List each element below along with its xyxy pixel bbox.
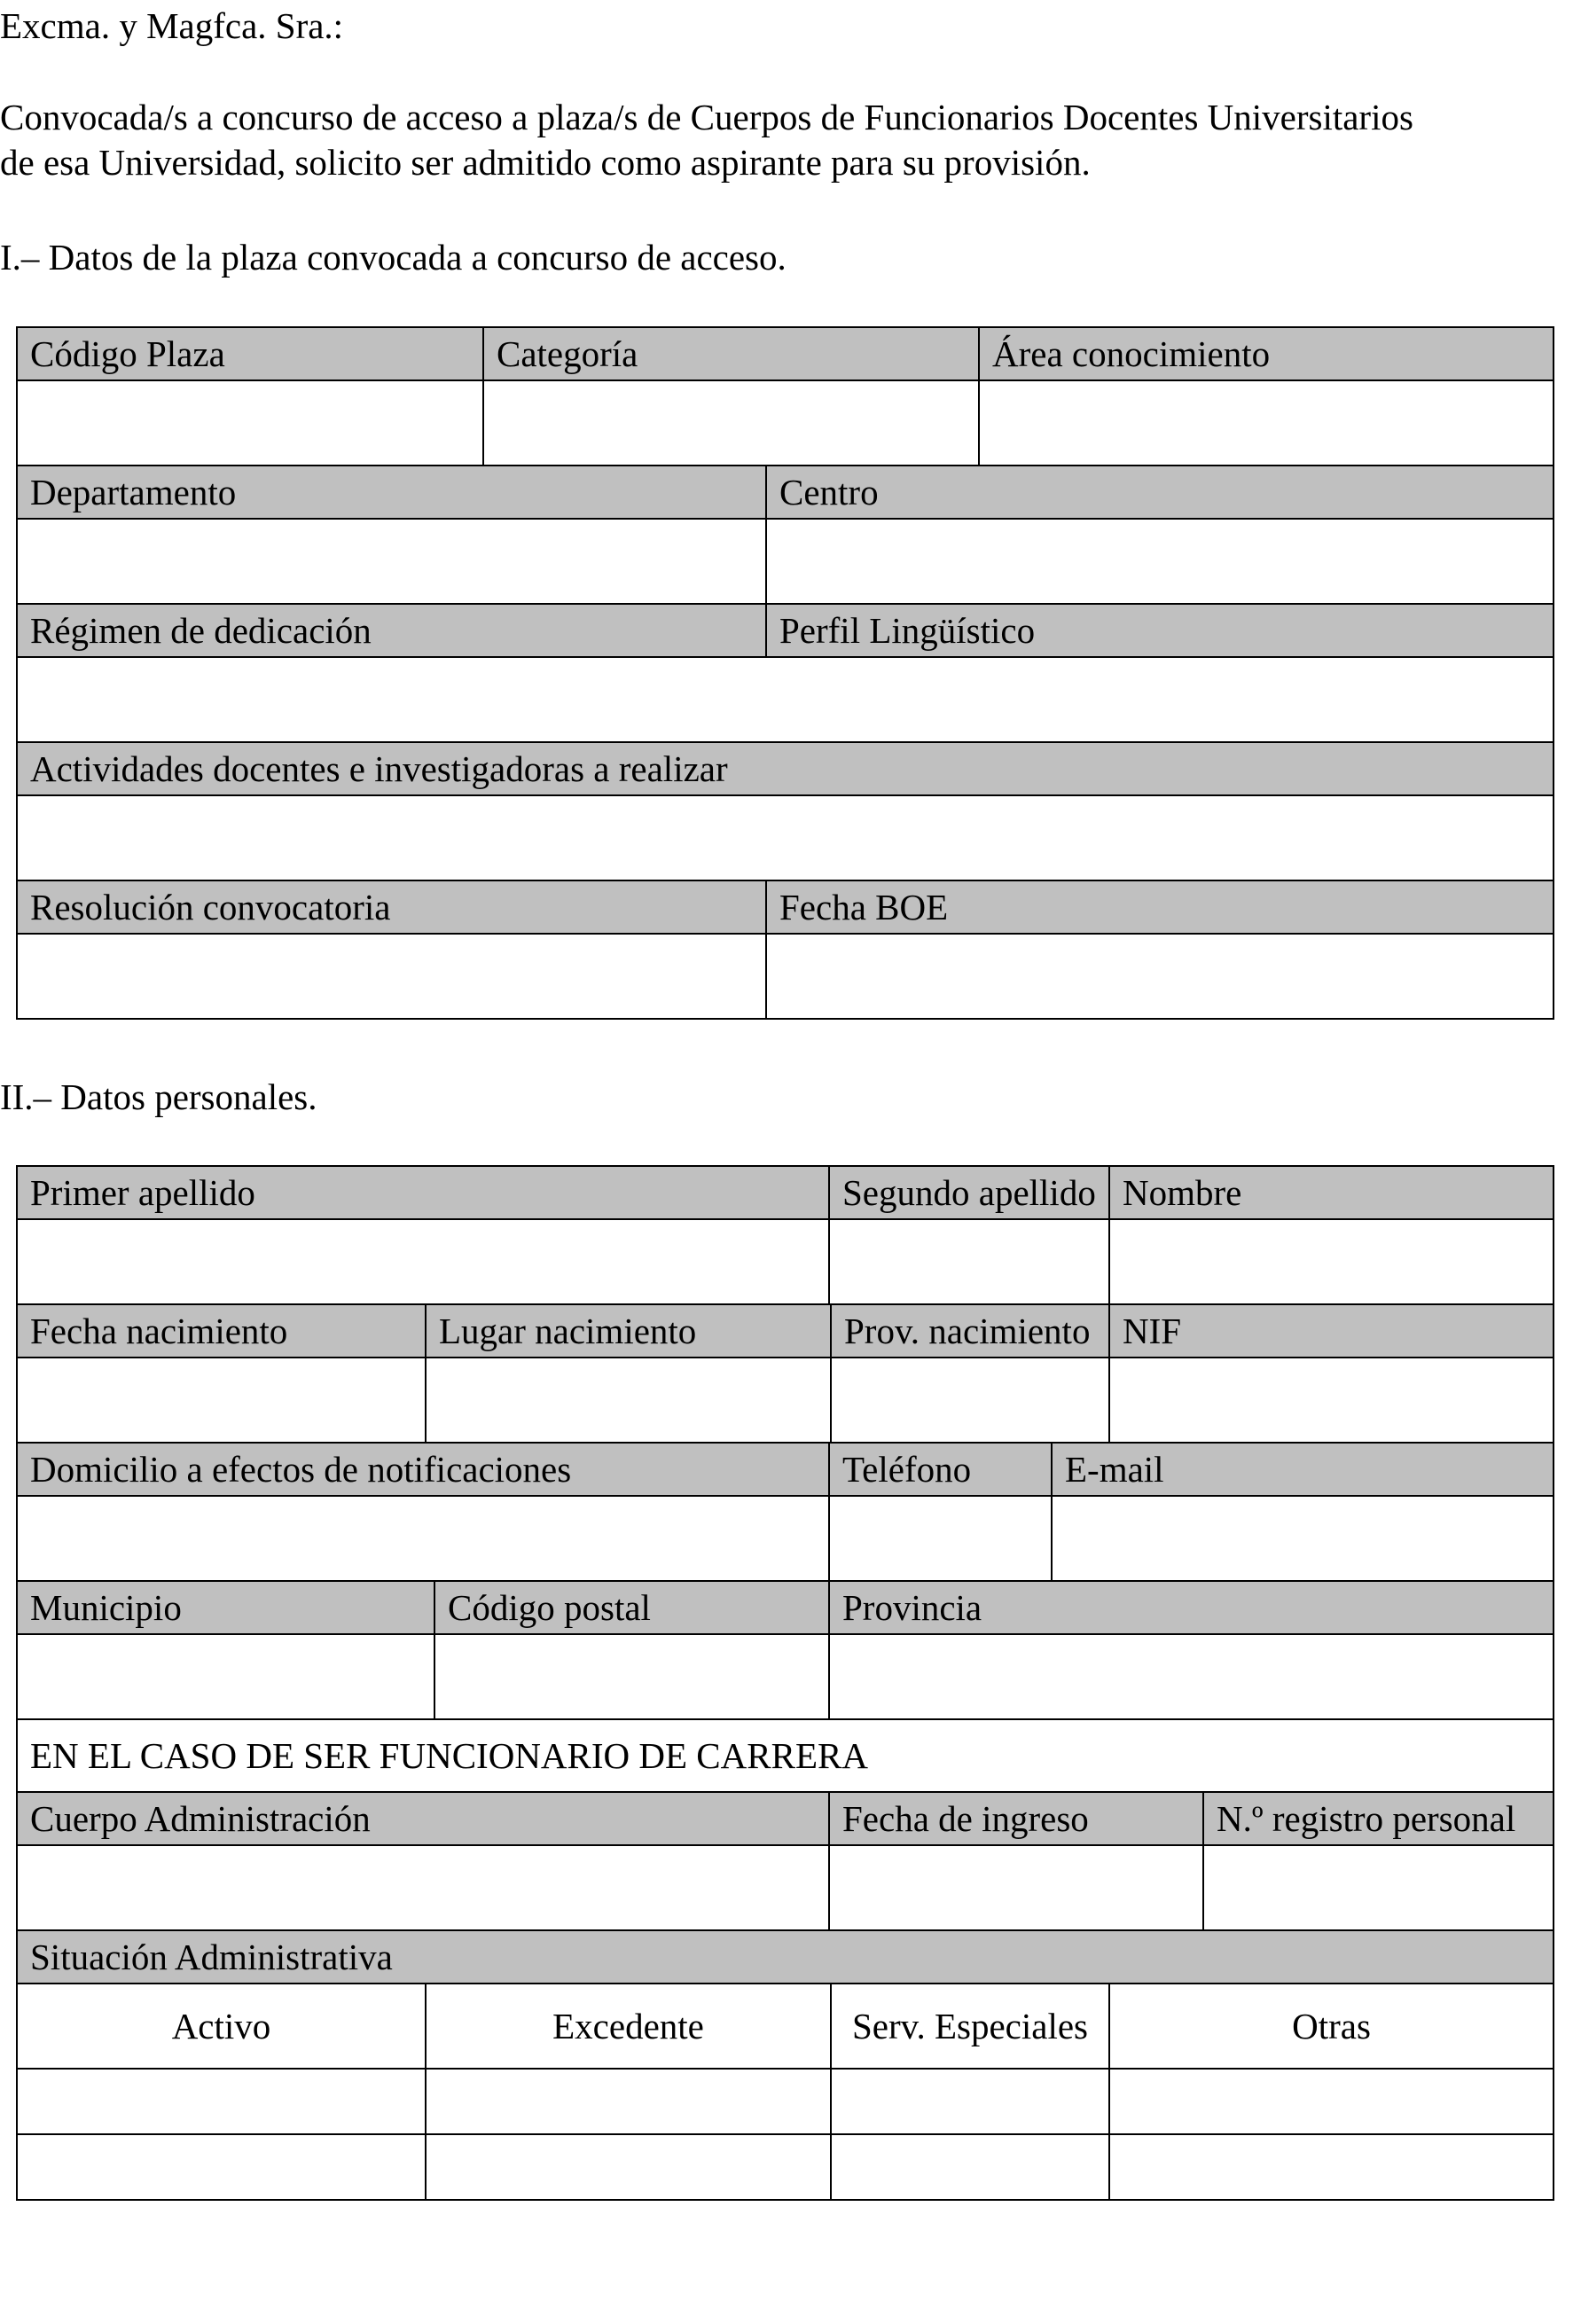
codigo-postal-label: Código postal (434, 1581, 829, 1634)
salutation: Excma. y Magfca. Sra.: (0, 5, 344, 46)
activo-field-2[interactable] (17, 2134, 426, 2200)
area-conocimiento-field[interactable] (979, 380, 1554, 466)
categoria-label: Categoría (483, 327, 979, 380)
excedente-field-2[interactable] (426, 2134, 831, 2200)
email-label: E-mail (1052, 1443, 1554, 1496)
fecha-boe-label: Fecha BOE (766, 880, 1554, 934)
lugar-nacimiento-label: Lugar nacimiento (426, 1304, 831, 1358)
resolucion-convocatoria-field[interactable] (17, 934, 766, 1019)
fecha-nacimiento-field[interactable] (17, 1358, 426, 1443)
intro-line-1: Convocada/s a concurso de acceso a plaza/s de Cuerpos de Funcionarios Docentes Universitarios (0, 97, 1413, 137)
telefono-field[interactable] (829, 1496, 1052, 1581)
fecha-ingreso-field[interactable] (829, 1845, 1203, 1930)
nombre-label: Nombre (1109, 1166, 1554, 1219)
provincia-label: Provincia (829, 1581, 1554, 1634)
resolucion-convocatoria-label: Resolución convocatoria (17, 880, 766, 934)
intro-line-2: de esa Universidad, solicito ser admitido como aspirante para su provisión. (0, 142, 1091, 183)
prov-nacimiento-field[interactable] (831, 1358, 1109, 1443)
segundo-apellido-field[interactable] (829, 1219, 1109, 1304)
section-2-heading: II.– Datos personales. (0, 1076, 317, 1117)
activo-field[interactable] (17, 2069, 426, 2134)
nif-field[interactable] (1109, 1358, 1554, 1443)
fecha-ingreso-label: Fecha de ingreso (829, 1792, 1203, 1845)
cuerpo-administracion-label: Cuerpo Administración (17, 1792, 829, 1845)
codigo-plaza-label: Código Plaza (17, 327, 483, 380)
prov-nacimiento-label: Prov. nacimiento (831, 1304, 1109, 1358)
otras-field[interactable] (1109, 2069, 1554, 2134)
categoria-field[interactable] (483, 380, 979, 466)
registro-personal-field[interactable] (1203, 1845, 1554, 1930)
departamento-field[interactable] (17, 519, 766, 604)
primer-apellido-label: Primer apellido (17, 1166, 829, 1219)
lugar-nacimiento-field[interactable] (426, 1358, 831, 1443)
email-field[interactable] (1052, 1496, 1554, 1581)
segundo-apellido-label: Segundo apellido (829, 1166, 1109, 1219)
codigo-postal-field[interactable] (434, 1634, 829, 1719)
telefono-label: Teléfono (829, 1443, 1052, 1496)
plaza-table (16, 326, 1554, 1020)
perfil-linguistico-label: Perfil Lingüístico (766, 604, 1554, 657)
activo-label: Activo (17, 1984, 426, 2069)
registro-personal-label: N.º registro personal (1203, 1792, 1554, 1845)
domicilio-field[interactable] (17, 1496, 829, 1581)
fecha-nacimiento-label: Fecha nacimiento (17, 1304, 426, 1358)
otras-label: Otras (1109, 1984, 1554, 2069)
cuerpo-administracion-field[interactable] (17, 1845, 829, 1930)
fecha-boe-field[interactable] (766, 934, 1554, 1019)
nif-label: NIF (1109, 1304, 1554, 1358)
area-conocimiento-label: Área conocimiento (979, 327, 1554, 380)
section-1-heading: I.– Datos de la plaza convocada a concurso de acceso. (0, 237, 787, 278)
funcionario-carrera-title: EN EL CASO DE SER FUNCIONARIO DE CARRERA (17, 1719, 1554, 1792)
serv-especiales-label: Serv. Especiales (831, 1984, 1109, 2069)
municipio-label: Municipio (17, 1581, 434, 1634)
actividades-label: Actividades docentes e investigadoras a realizar (17, 742, 1554, 795)
nombre-field[interactable] (1109, 1219, 1554, 1304)
actividades-field[interactable] (17, 795, 1554, 880)
primer-apellido-field[interactable] (17, 1219, 829, 1304)
serv-especiales-field-2[interactable] (831, 2134, 1109, 2200)
personal-data-table (16, 1165, 1554, 2201)
municipio-field[interactable] (17, 1634, 434, 1719)
codigo-plaza-field[interactable] (17, 380, 483, 466)
regimen-perfil-field[interactable] (17, 657, 1554, 742)
serv-especiales-field[interactable] (831, 2069, 1109, 2134)
excedente-label: Excedente (426, 1984, 831, 2069)
situacion-administrativa-label: Situación Administrativa (17, 1930, 1554, 1984)
regimen-dedicacion-label: Régimen de dedicación (17, 604, 766, 657)
excedente-field[interactable] (426, 2069, 831, 2134)
provincia-field[interactable] (829, 1634, 1554, 1719)
centro-field[interactable] (766, 519, 1554, 604)
departamento-label: Departamento (17, 466, 766, 519)
domicilio-label: Domicilio a efectos de notificaciones (17, 1443, 829, 1496)
otras-field-2[interactable] (1109, 2134, 1554, 2200)
centro-label: Centro (766, 466, 1554, 519)
